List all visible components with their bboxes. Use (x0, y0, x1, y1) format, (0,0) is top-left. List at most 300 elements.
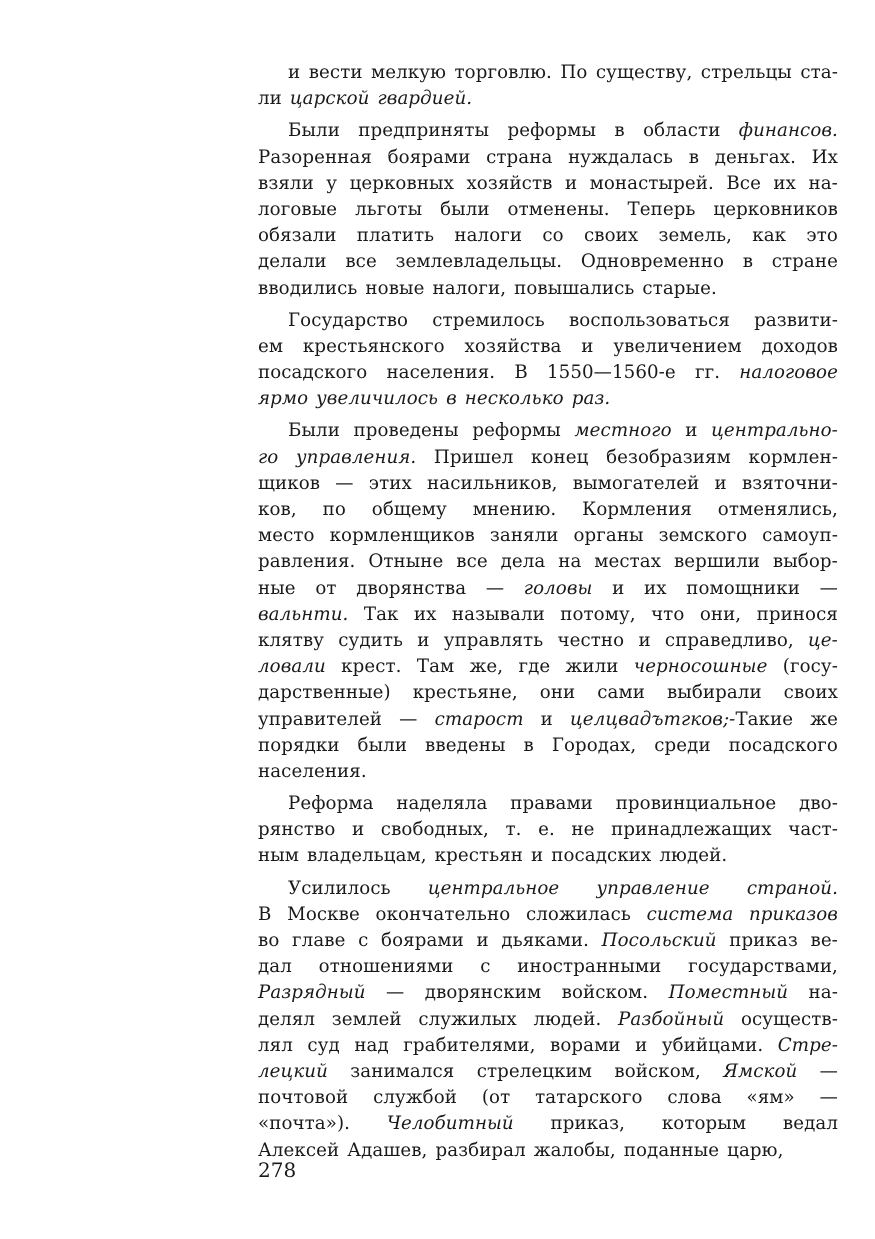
word: и (288, 62, 301, 83)
paragraph (258, 308, 838, 413)
word: хозяйств (466, 172, 553, 194)
word: кормлен- (748, 446, 838, 468)
word: вымогателей (572, 472, 700, 494)
word: (госу- (782, 656, 838, 678)
word: центральное (427, 877, 560, 899)
text-line (258, 445, 838, 471)
text-line (258, 549, 838, 575)
text-line (258, 386, 838, 412)
word: реформы (507, 120, 597, 142)
word: Теперь (627, 198, 696, 220)
word: своих (583, 225, 639, 247)
text-line (258, 902, 838, 928)
word: местного (574, 420, 672, 442)
word: в (446, 388, 457, 410)
word: хозяйства (464, 335, 562, 357)
word: иностранными (517, 956, 662, 978)
word: налоги (454, 225, 523, 247)
word: ворами (550, 1034, 621, 1056)
text-line (258, 1007, 838, 1033)
word: на- (808, 172, 838, 194)
word: взяли (258, 172, 314, 194)
word: це- (808, 629, 838, 651)
word: Их (811, 146, 838, 168)
word: Ямской (723, 1060, 798, 1082)
word: все (345, 251, 377, 273)
word: Государство (288, 309, 409, 331)
word: называли (451, 603, 545, 625)
word: — (485, 577, 505, 599)
word: церковных (349, 172, 454, 194)
word: ста- (800, 62, 838, 83)
word: области (643, 120, 721, 142)
word: государствами, (688, 956, 838, 978)
text-line (258, 223, 838, 249)
word: введены (425, 734, 506, 756)
word: землевладельцы. (395, 251, 563, 273)
word: во (258, 930, 280, 951)
word: го (258, 446, 279, 468)
word: органы (573, 525, 644, 547)
word: насильников, (427, 472, 558, 494)
text-line (258, 733, 838, 759)
word: Разоренная (258, 146, 372, 168)
word: — (819, 1087, 838, 1109)
word: самоуп- (762, 525, 838, 547)
word: с (480, 956, 491, 978)
word: делял (258, 1008, 316, 1030)
word: несколько (464, 388, 564, 410)
word: «ям» (746, 1087, 795, 1109)
word: как (752, 225, 787, 247)
text-line (258, 817, 838, 843)
text-line (258, 523, 838, 549)
word: место (258, 525, 315, 547)
word: грабителями, (403, 1034, 536, 1056)
word: мнению. (472, 499, 557, 520)
word: логовые (258, 198, 338, 220)
text-line (258, 602, 838, 628)
word: е. (538, 819, 555, 841)
word: на (558, 551, 582, 573)
text-line (258, 308, 838, 334)
word: управления. (295, 446, 417, 468)
word: дво- (799, 793, 838, 815)
text-line (258, 954, 838, 980)
word: служилых (418, 1008, 517, 1030)
word: убийцами. (661, 1034, 764, 1056)
word: т. (505, 819, 522, 841)
word: Все (726, 172, 761, 194)
text-line (258, 1111, 838, 1137)
word: делали (258, 251, 327, 273)
word: равления. (258, 551, 356, 573)
word: приказ (729, 930, 798, 951)
word: общему (371, 499, 447, 520)
word: среди (654, 734, 711, 756)
word: Стре- (777, 1034, 838, 1056)
word: проведены (353, 420, 459, 442)
word: заняли (489, 525, 559, 547)
word: дарственные) (258, 682, 391, 704)
text-line (258, 86, 838, 112)
text-line (258, 1085, 838, 1111)
word: Были (288, 120, 340, 142)
word: в (688, 146, 700, 168)
text-line (258, 843, 838, 869)
text-line (258, 759, 838, 785)
word: в (614, 120, 625, 142)
word: этих (368, 472, 412, 494)
word: В (514, 362, 528, 384)
word: головы (523, 577, 593, 599)
word: царю, (727, 1139, 784, 1161)
word: занимался (350, 1060, 455, 1082)
word: вводились (258, 277, 358, 299)
word: принадлежащих (611, 819, 772, 841)
word: повышались (514, 277, 635, 299)
word: войском. (561, 982, 649, 1004)
word: ли (258, 88, 282, 110)
word: и (612, 577, 625, 599)
word: сложилась (525, 903, 631, 925)
word: помощники (686, 577, 800, 599)
word: порядки (258, 734, 340, 756)
word: управлять (443, 629, 544, 651)
word: слова (667, 1087, 722, 1109)
text-line (258, 197, 838, 223)
word: татарского (535, 1087, 643, 1109)
word: жалобы, (533, 1139, 616, 1161)
word: реформы (472, 420, 561, 442)
word: обязали (258, 225, 337, 247)
word: на- (808, 982, 838, 1004)
paragraph (258, 418, 838, 785)
word: их (413, 603, 437, 625)
word: крестьянского (302, 335, 445, 357)
word: честно (557, 629, 625, 651)
word: населения. (258, 760, 367, 782)
word: людей. (533, 1008, 602, 1030)
word: ные (258, 577, 296, 599)
word: ем (258, 335, 284, 357)
word: кормленщиков (329, 525, 475, 547)
text-line (258, 1033, 838, 1059)
word: отменены. (507, 198, 610, 220)
word: боярами (381, 930, 464, 951)
word: — (386, 982, 405, 1004)
word: не (571, 819, 595, 841)
word: мелкую (371, 62, 447, 83)
word: и (581, 335, 594, 357)
word: они (539, 682, 576, 704)
word: и (714, 472, 727, 494)
text-line (258, 876, 838, 902)
word: где (518, 656, 551, 678)
word: своих (783, 682, 838, 704)
text-line (258, 980, 838, 1006)
word: Разрядный (258, 982, 366, 1004)
word: Челобитный (386, 1113, 514, 1135)
word: ков, (258, 499, 297, 520)
word: стране (771, 251, 838, 273)
word: Отныне (368, 551, 444, 573)
word: главе (292, 930, 346, 951)
word: войском, (614, 1060, 701, 1082)
word: они, (699, 603, 742, 625)
word: в (742, 251, 754, 273)
word: что (651, 603, 685, 625)
word: увеличилось (316, 388, 439, 410)
word: дворянским (424, 982, 542, 1004)
word: жили (565, 656, 619, 678)
word: судить (338, 629, 404, 651)
word: крестьян (434, 845, 523, 867)
text-line (258, 471, 838, 497)
word: церковников (713, 198, 838, 220)
text-line (258, 60, 838, 86)
word: вершили (673, 551, 761, 573)
word: ным (258, 845, 300, 867)
word: у (326, 172, 338, 194)
word: Посольский (601, 930, 717, 951)
text-line (258, 276, 838, 302)
word: боярами (387, 146, 471, 168)
word: потому, (560, 603, 636, 625)
word: осуществ- (740, 1008, 838, 1030)
paragraph (258, 791, 838, 870)
word: отношениями (318, 956, 454, 978)
word: все (456, 551, 488, 573)
word: «почта»). (258, 1113, 351, 1135)
word: — (819, 1060, 838, 1082)
word: рянство (258, 819, 336, 841)
word: населения. (386, 362, 496, 384)
word: Разбойный (618, 1008, 725, 1030)
word: монастырей. (589, 172, 714, 194)
text-line (258, 576, 838, 602)
word: правами (510, 793, 593, 815)
word: отменялись, (717, 499, 838, 520)
word: провинциальное (615, 793, 777, 815)
word: с (358, 930, 369, 951)
word: справедливо, (664, 629, 794, 651)
word: землей (331, 1008, 402, 1030)
text-line (258, 418, 838, 444)
word: (от (481, 1087, 511, 1109)
word: Реформа (288, 793, 374, 815)
word: со (542, 225, 564, 247)
word: стрельцы (700, 62, 792, 83)
word: финансов. (738, 120, 838, 142)
word: управление (596, 877, 710, 899)
word: по (322, 499, 346, 520)
word: новые (365, 277, 425, 299)
word: Алексей (258, 1139, 340, 1161)
text-line (258, 249, 838, 275)
text-line (258, 497, 838, 523)
word: льготы (355, 198, 423, 220)
word: Так (363, 603, 399, 625)
word: которым (661, 1113, 747, 1135)
paragraph (258, 60, 838, 112)
text-line (258, 1138, 838, 1164)
word: вальнти. (258, 603, 349, 625)
word: ве- (810, 930, 838, 951)
text-line (258, 707, 838, 733)
word: управителей (258, 708, 383, 730)
word: это (806, 225, 838, 247)
word: ловали (258, 656, 326, 678)
word: дал (258, 956, 292, 978)
word: принося (756, 603, 838, 625)
word: увеличением (613, 335, 742, 357)
word: и (531, 845, 544, 867)
text-line (258, 118, 838, 144)
word: предприняты (358, 120, 490, 142)
word: Адашев, (347, 1139, 428, 1161)
word: и (476, 930, 489, 951)
word: и (351, 819, 365, 841)
word: доходов (761, 335, 838, 357)
word: 1550—1560-е (547, 362, 676, 384)
word: Усилилось (288, 877, 391, 899)
page-number: 278 (258, 1158, 297, 1182)
word: службой (373, 1087, 457, 1109)
word: от (315, 577, 337, 599)
word: лецкий (258, 1060, 328, 1082)
word: деньгах. (714, 146, 796, 168)
word: и (417, 629, 430, 651)
word: Кормления (582, 499, 692, 520)
word: и (685, 420, 698, 442)
word: В (258, 903, 272, 925)
word: были (440, 198, 490, 220)
word: гг. (694, 362, 721, 384)
word: суд (307, 1034, 340, 1056)
page-text (258, 60, 838, 1164)
word: сами (597, 682, 645, 704)
text-line (258, 791, 838, 817)
word: их (773, 172, 796, 194)
word: вести (308, 62, 363, 83)
word: Там (416, 656, 455, 678)
word: людей. (659, 845, 728, 867)
word: система (646, 903, 734, 925)
word: безобразиям (606, 446, 731, 468)
word: же (810, 708, 838, 730)
word: дворянства (356, 577, 467, 599)
word: над (354, 1034, 389, 1056)
word: старост (434, 708, 524, 730)
text-line (258, 360, 838, 386)
word: — (399, 708, 418, 730)
text-line (258, 654, 838, 680)
word: гвардией. (377, 88, 473, 110)
word: почтовой (258, 1087, 349, 1109)
word: существу, (595, 62, 693, 83)
word: посадского (258, 362, 368, 384)
word: торговлю. (454, 62, 552, 83)
word: их (644, 577, 667, 599)
word: стрелецким (476, 1060, 593, 1082)
word: клятву (258, 629, 324, 651)
word: раз. (571, 388, 611, 410)
word: царской (289, 88, 370, 110)
word: Поместный (668, 982, 789, 1004)
word: свободных, (380, 819, 489, 841)
paragraph (258, 876, 838, 1164)
word: По (560, 62, 588, 83)
word: — (335, 472, 354, 494)
word: целцвадътгков;-Такие (570, 708, 794, 730)
word: Москве (287, 903, 360, 925)
word: местах (594, 551, 662, 573)
word: разбирал (435, 1139, 526, 1161)
word: налоговое (739, 362, 838, 384)
word: же, (469, 656, 504, 678)
word: част- (788, 819, 838, 841)
word: Были (288, 420, 340, 442)
word: земского (658, 525, 748, 547)
word: посадских (551, 845, 652, 867)
word: — (819, 577, 838, 599)
word: страна (486, 146, 553, 168)
text-line (258, 145, 838, 171)
word: в (523, 734, 534, 756)
word: Пришел (433, 446, 514, 468)
word: щиков (258, 472, 321, 494)
word: дела (500, 551, 546, 573)
word: развити- (754, 309, 838, 331)
text-line (258, 334, 838, 360)
word: лял (258, 1034, 293, 1056)
word: крест. (341, 656, 402, 678)
paragraph (258, 118, 838, 301)
word: ведал (782, 1113, 838, 1135)
word: и (540, 708, 553, 730)
word: крестьяне, (412, 682, 518, 704)
text-line (258, 171, 838, 197)
word: были (357, 734, 408, 756)
word: и (564, 172, 578, 194)
word: Одновременно (580, 251, 724, 273)
word: дьяками. (501, 930, 590, 951)
word: поданные (623, 1139, 720, 1161)
word: земель, (658, 225, 733, 247)
word: конец (531, 446, 589, 468)
word: черносошные (633, 656, 768, 678)
word: выбор- (772, 551, 838, 573)
word: старые. (642, 277, 717, 299)
word: приказов (748, 903, 838, 925)
word: и (638, 629, 651, 651)
word: Городах, (551, 734, 637, 756)
word: посадского (728, 734, 838, 756)
word: наделяла (396, 793, 488, 815)
text-line (258, 1059, 838, 1085)
word: нуждалась (568, 146, 674, 168)
word: налоги, (432, 277, 507, 299)
word: центрально- (711, 420, 838, 442)
word: стремилось (432, 309, 545, 331)
word: окончательно (375, 903, 511, 925)
word: приказ, (550, 1113, 626, 1135)
word: ярмо (258, 388, 309, 410)
word: выбирали (666, 682, 762, 704)
word: взяточни- (741, 472, 838, 494)
text-line (258, 680, 838, 706)
